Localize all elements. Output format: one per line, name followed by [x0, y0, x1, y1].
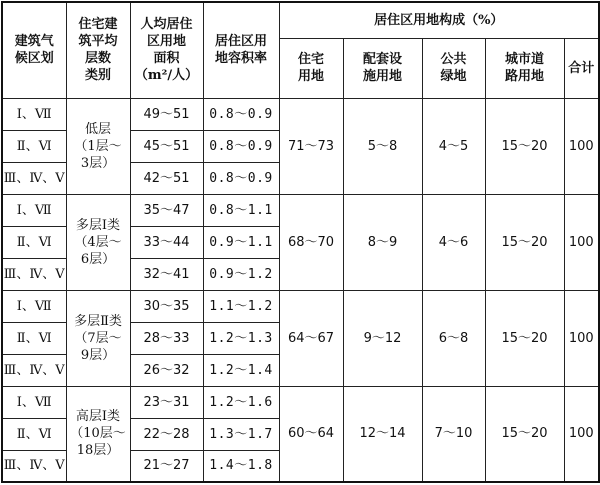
header-climate-zone: 建筑气 候区划 — [2, 2, 66, 98]
green-cell: 4～6 — [422, 194, 485, 290]
climate-zone-cell: Ⅲ、Ⅳ、Ⅴ — [2, 354, 66, 386]
total-cell: 100 — [564, 98, 599, 194]
area-cell: 42～51 — [130, 162, 203, 194]
area-cell: 45～51 — [130, 130, 203, 162]
far-cell: 0.9～1.2 — [203, 258, 279, 290]
facility-cell: 12～14 — [343, 386, 422, 482]
header-land-composition: 居住区用地构成（%） — [279, 2, 599, 38]
header-residential-land: 住宅 用地 — [279, 38, 343, 98]
climate-zone-cell: Ⅰ、Ⅶ — [2, 98, 66, 130]
far-cell: 1.2～1.6 — [203, 386, 279, 418]
climate-zone-cell: Ⅱ、Ⅵ — [2, 226, 66, 258]
climate-zone-cell: Ⅱ、Ⅵ — [2, 130, 66, 162]
facility-cell: 8～9 — [343, 194, 422, 290]
area-cell: 21～27 — [130, 450, 203, 482]
area-cell: 35～47 — [130, 194, 203, 226]
area-cell: 28～33 — [130, 322, 203, 354]
area-cell: 30～35 — [130, 290, 203, 322]
header-floor-type: 住宅建 筑平均 层数 类别 — [66, 2, 130, 98]
table-row — [2, 98, 599, 130]
residential-cell: 64～67 — [279, 290, 343, 386]
far-cell: 0.8～1.1 — [203, 194, 279, 226]
header-total: 合计 — [564, 38, 599, 98]
facility-cell: 9～12 — [343, 290, 422, 386]
header-area-per-capita: 人均居住 区用地 面积 （m²/人） — [130, 2, 203, 98]
far-cell: 0.8～0.9 — [203, 130, 279, 162]
climate-zone-cell: Ⅱ、Ⅵ — [2, 322, 66, 354]
header-floor-area-ratio: 居住区用 地容积率 — [203, 2, 279, 98]
area-cell: 22～28 — [130, 418, 203, 450]
header-road-land: 城市道 路用地 — [485, 38, 564, 98]
far-cell: 0.8～0.9 — [203, 98, 279, 130]
floor-type-cell: 多层Ⅰ类 （4层～ 6层） — [66, 194, 130, 290]
floor-type-cell: 低层 （1层～ 3层） — [66, 98, 130, 194]
climate-zone-cell: Ⅰ、Ⅶ — [2, 386, 66, 418]
far-cell: 1.1～1.2 — [203, 290, 279, 322]
area-cell: 32～41 — [130, 258, 203, 290]
climate-zone-cell: Ⅰ、Ⅶ — [2, 194, 66, 226]
header-public-green: 公共 绿地 — [422, 38, 485, 98]
table-row — [2, 386, 599, 418]
floor-type-cell: 高层Ⅰ类 （10层～ 18层） — [66, 386, 130, 482]
climate-zone-cell: Ⅲ、Ⅳ、Ⅴ — [2, 162, 66, 194]
total-cell: 100 — [564, 194, 599, 290]
area-cell: 26～32 — [130, 354, 203, 386]
header-facility-land: 配套设 施用地 — [343, 38, 422, 98]
far-cell: 0.9～1.1 — [203, 226, 279, 258]
total-cell: 100 — [564, 386, 599, 482]
road-cell: 15～20 — [485, 290, 564, 386]
residential-cell: 71～73 — [279, 98, 343, 194]
far-cell: 1.4～1.8 — [203, 450, 279, 482]
area-cell: 49～51 — [130, 98, 203, 130]
total-cell: 100 — [564, 290, 599, 386]
table-row — [2, 290, 599, 322]
facility-cell: 5～8 — [343, 98, 422, 194]
far-cell: 0.8～0.9 — [203, 162, 279, 194]
area-cell: 23～31 — [130, 386, 203, 418]
green-cell: 4～5 — [422, 98, 485, 194]
climate-zone-cell: Ⅲ、Ⅳ、Ⅴ — [2, 450, 66, 482]
residential-cell: 60～64 — [279, 386, 343, 482]
road-cell: 15～20 — [485, 194, 564, 290]
road-cell: 15～20 — [485, 98, 564, 194]
area-cell: 33～44 — [130, 226, 203, 258]
climate-zone-cell: Ⅲ、Ⅳ、Ⅴ — [2, 258, 66, 290]
road-cell: 15～20 — [485, 386, 564, 482]
green-cell: 6～8 — [422, 290, 485, 386]
far-cell: 1.2～1.4 — [203, 354, 279, 386]
climate-zone-cell: Ⅰ、Ⅶ — [2, 290, 66, 322]
far-cell: 1.2～1.3 — [203, 322, 279, 354]
floor-type-cell: 多层Ⅱ类 （7层～ 9层） — [66, 290, 130, 386]
land-use-table — [1, 1, 600, 483]
header-row-1 — [2, 2, 599, 38]
far-cell: 1.3～1.7 — [203, 418, 279, 450]
table-row — [2, 194, 599, 226]
green-cell: 7～10 — [422, 386, 485, 482]
residential-cell: 68～70 — [279, 194, 343, 290]
climate-zone-cell: Ⅱ、Ⅵ — [2, 418, 66, 450]
